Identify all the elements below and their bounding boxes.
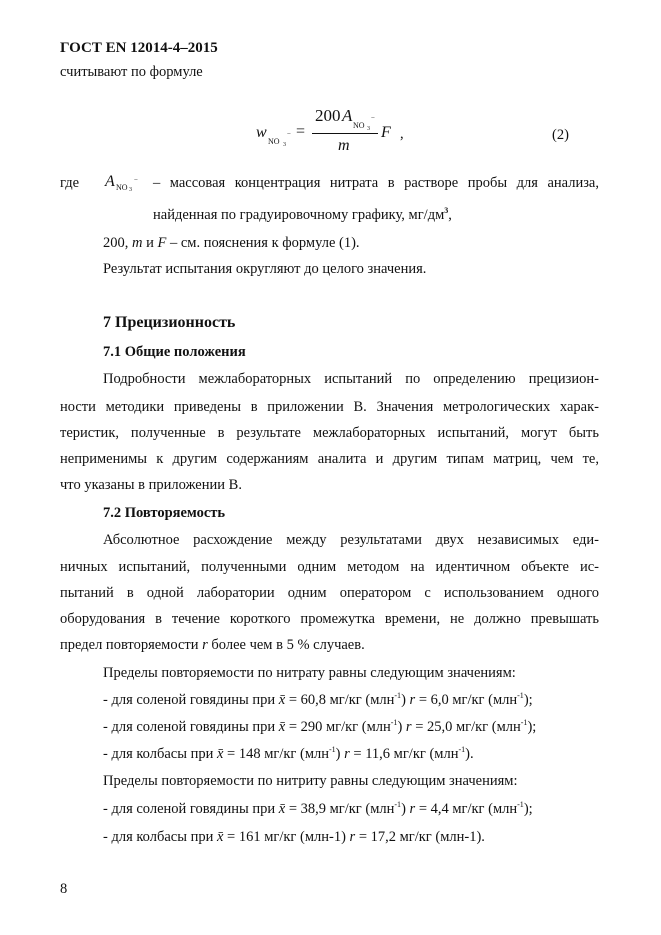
where-label: где	[60, 175, 80, 191]
where-def2-text: найденная по градуировочному графику, мг/дм	[153, 207, 445, 223]
item-end: );	[523, 692, 533, 708]
s71-line-1: Подробности межлабораторных испытаний по определению прецизион-	[103, 371, 599, 387]
nitrate-item-1	[103, 692, 533, 709]
item-r-sup: -1	[517, 800, 524, 809]
formula-num-coef: 200	[315, 106, 341, 125]
section-7-title: 7 Прецизионность	[103, 314, 236, 331]
r-symbol: r	[409, 801, 416, 817]
formula-num-sup: −	[371, 114, 375, 122]
item-r-sup: -1	[517, 691, 524, 700]
where-line3-a: 200,	[103, 235, 132, 251]
item-x-sup: -1	[329, 745, 336, 754]
where-definition-line2	[153, 207, 452, 224]
page-number: 8	[60, 881, 68, 897]
s72-line5-a: предел повторяемости	[60, 637, 203, 653]
item-r-value: = 17,2 мг/кг (млн-1).	[355, 829, 485, 845]
where-line3-m: m	[132, 235, 143, 251]
document-header: ГОСТ EN 12014-4–2015	[60, 40, 218, 56]
formula-denominator: m	[338, 137, 350, 154]
item-r-sup: -1	[458, 745, 466, 754]
s72-line-1: Абсолютное расхождение между результатами двух независимых еди-	[103, 532, 599, 548]
item-x-sup: -1	[390, 718, 398, 727]
item-prefix: - для соленой говядины при	[103, 719, 279, 735]
where-def2-end: ,	[448, 207, 452, 223]
nitrate-item-3	[103, 746, 474, 763]
s71-line-4: неприменимы к другим содержаниям аналита и другим типам матриц, чем те,	[60, 451, 599, 467]
xbar-symbol: x̄	[278, 801, 286, 817]
nitrate-intro: Пределы повторяемости по нитрату равны следующим значениям:	[103, 665, 516, 681]
rounding-text: Результат испытания округляют до целого значения.	[103, 261, 427, 277]
formula-lhs-sub-sub: 3	[283, 142, 286, 148]
item-x-value: = 148 мг/кг (млн	[223, 746, 329, 762]
item-prefix: - для колбасы при	[103, 829, 217, 845]
item-r-value: = 6,0 мг/кг (млн	[415, 692, 518, 708]
where-def2-sup: 3	[444, 206, 449, 215]
formula-comma: ,	[400, 126, 404, 142]
where-line3	[103, 235, 360, 252]
s72-line-4: оборудования в течение короткого промежутка времени, не должно превышать	[60, 611, 599, 627]
item-r-value: = 4,4 мг/кг (млн	[415, 801, 518, 817]
item-r-value: = 11,6 мг/кг (млн	[349, 746, 459, 762]
s71-line-3: теристик, полученные в результате межлабораторных испытаний, могут быть	[60, 425, 599, 441]
item-mid: )	[335, 746, 345, 762]
xbar-symbol: x̄	[216, 829, 224, 845]
item-x-value: = 161 мг/кг (млн-1)	[223, 829, 350, 845]
item-x-value: = 60,8 мг/кг (млн	[285, 692, 395, 708]
r-symbol: r	[405, 719, 412, 735]
item-x-value: = 38,9 мг/кг (млн	[285, 801, 395, 817]
where-symbol: A	[105, 173, 115, 190]
item-prefix: - для соленой говядины при	[103, 801, 279, 817]
formula-num-sub-sub: 3	[367, 126, 370, 132]
formula-factor: F	[381, 124, 391, 141]
formula-equals: =	[296, 123, 306, 140]
item-r-sup: -1	[520, 718, 528, 727]
item-end: );	[527, 719, 537, 735]
s71-line-5: что указаны в приложении В.	[60, 477, 242, 493]
where-line3-and: и	[142, 235, 158, 251]
where-line3-f: F	[157, 235, 167, 251]
section-7-1-title: 7.1 Общие положения	[103, 344, 246, 360]
section-7-2-title: 7.2 Повторяемость	[103, 505, 226, 521]
nitrite-item-1	[103, 801, 533, 818]
item-mid: )	[397, 719, 406, 735]
s72-line5-b: более чем в 5 % случаев.	[207, 637, 365, 653]
nitrate-item-2	[103, 719, 536, 736]
item-mid: )	[401, 692, 410, 708]
formula-lhs-var: w	[256, 124, 267, 141]
item-end: ).	[465, 746, 474, 762]
item-x-sup: -1	[394, 800, 402, 809]
nitrite-item-2	[103, 829, 485, 846]
item-x-value: = 290 мг/кг (млн	[285, 719, 391, 735]
item-mid: )	[401, 801, 410, 817]
s72-line-5	[60, 637, 365, 654]
formula-number: (2)	[552, 127, 569, 143]
r-symbol: r	[344, 746, 350, 762]
formula-num-sub: NO	[353, 121, 365, 130]
r-symbol: r	[349, 829, 356, 845]
where-symbol-sup: −	[134, 176, 138, 184]
item-x-sup: -1	[394, 691, 402, 700]
formula-lhs-sup: −	[287, 130, 291, 138]
nitrite-intro: Пределы повторяемости по нитриту равны следующим значениям:	[103, 773, 518, 789]
formula-fraction-bar	[312, 133, 378, 134]
item-r-value: = 25,0 мг/кг (млн	[411, 719, 521, 735]
where-definition-line1: – массовая концентрация нитрата в растворе пробы для анализа,	[153, 175, 599, 191]
item-prefix: - для колбасы при	[103, 746, 217, 762]
where-line3-b: – см. пояснения к формуле (1).	[166, 235, 360, 251]
item-prefix: - для соленой говядины при	[103, 692, 279, 708]
xbar-symbol: x̄	[278, 692, 286, 708]
xbar-symbol: x̄	[278, 719, 286, 735]
formula-lhs-sub: NO	[268, 137, 280, 146]
s71-line-2: ности методики приведены в приложении В. Значения метрологических харак-	[60, 399, 599, 415]
r-symbol: r	[409, 692, 416, 708]
s72-line5-r: r	[202, 637, 208, 653]
s72-line-3: пытаний в одной лаборатории одним оператором с использованием одного	[60, 585, 599, 601]
formula-num-var: A	[342, 106, 353, 125]
xbar-symbol: x̄	[216, 746, 224, 762]
where-symbol-sub-sub: 3	[129, 187, 132, 193]
intro-text: считывают по формуле	[60, 64, 203, 80]
item-end: );	[523, 801, 533, 817]
where-symbol-sub: NO	[116, 183, 128, 192]
s72-line-2: ничных испытаний, полученными одним методом на идентичном объекте ис-	[60, 559, 599, 575]
